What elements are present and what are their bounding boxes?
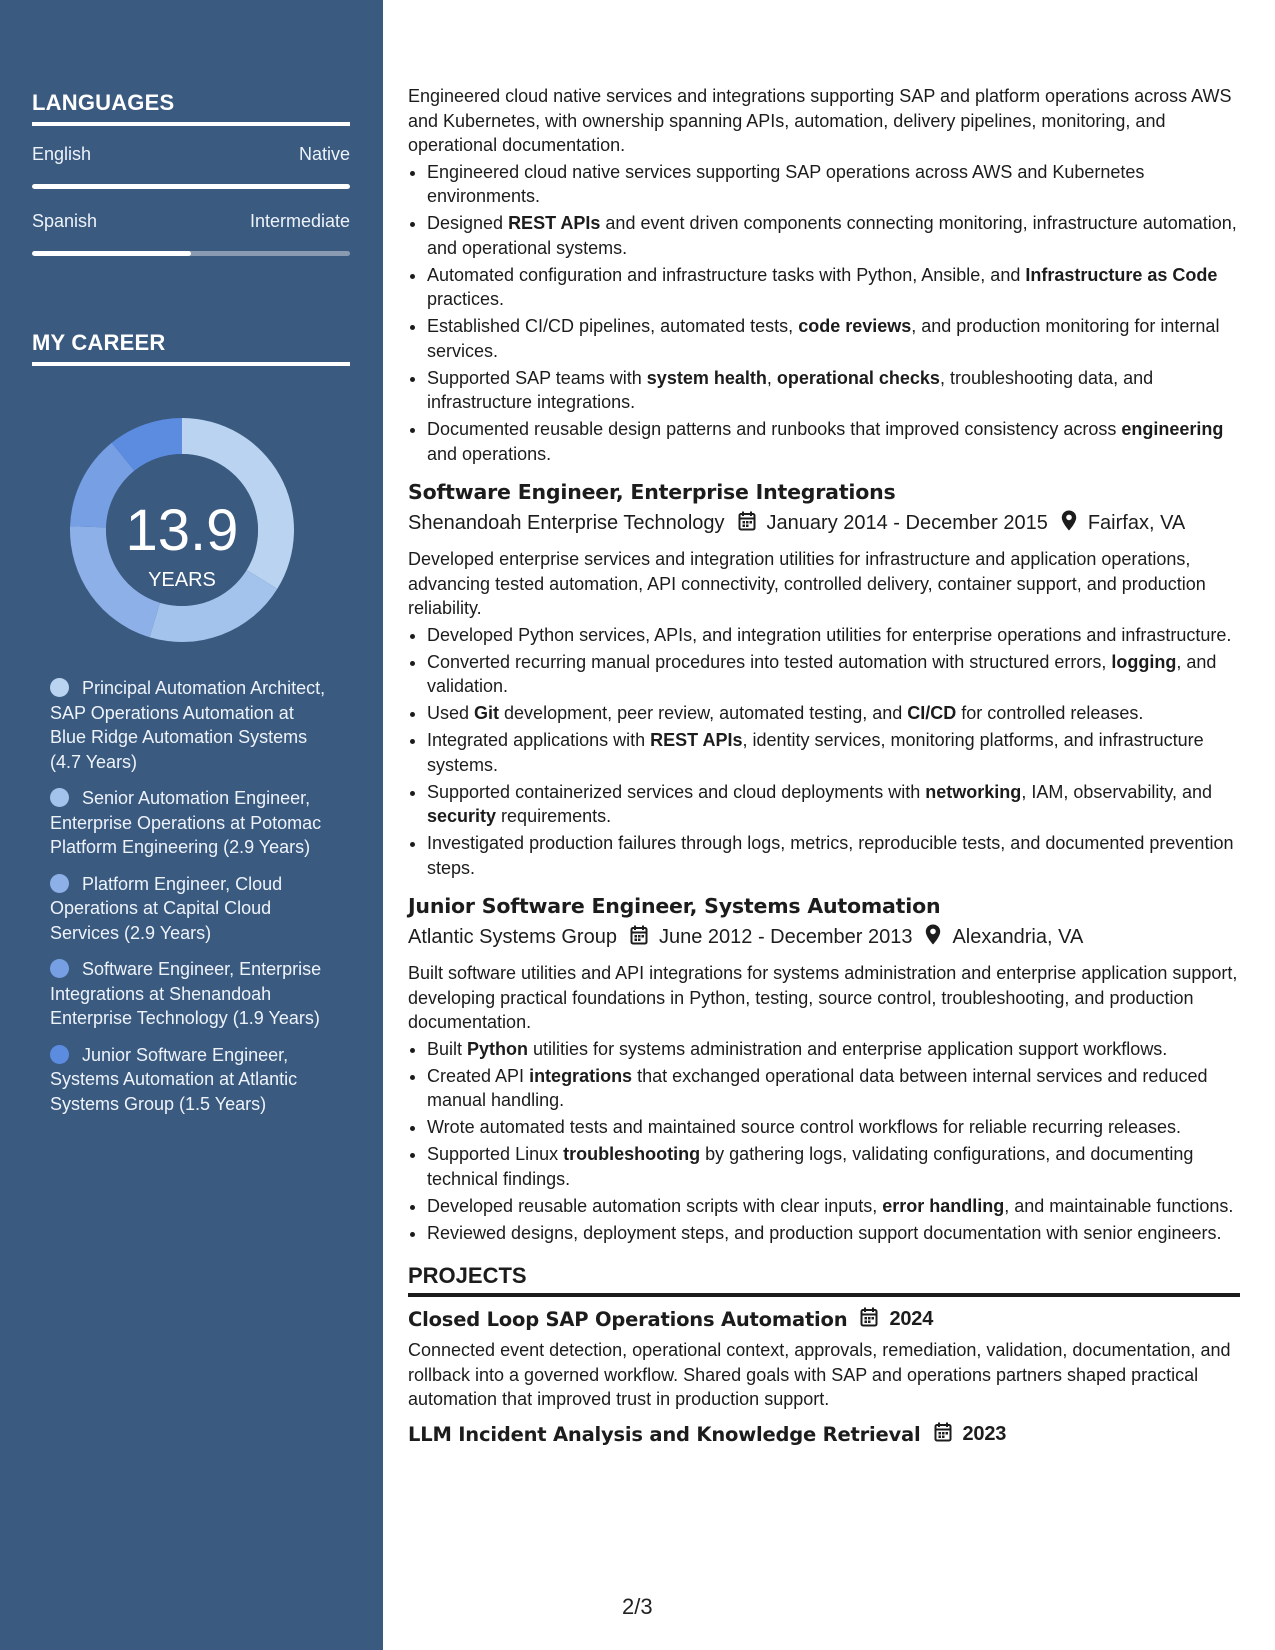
job-company: Atlantic Systems Group bbox=[408, 926, 617, 948]
languages-heading: LANGUAGES bbox=[32, 90, 350, 126]
sidebar bbox=[0, 0, 383, 1650]
job-bullets bbox=[408, 1037, 1240, 1246]
job-location: Alexandria, VA bbox=[952, 926, 1084, 948]
main-content bbox=[408, 84, 1240, 1453]
language-bar-fill bbox=[32, 184, 350, 189]
bullet-item: • Documented reusable design patterns and runbooks that improved consistency across engineering and operations. bbox=[427, 417, 1240, 466]
job-summary: Built software utilities and API integrations for systems administration and enterprise application support, developing practical foundations in Python, testing, source control, troubleshooting, and production documentation. bbox=[408, 963, 1238, 1032]
project-date: 2024 bbox=[889, 1308, 934, 1330]
job-location: Fairfax, VA bbox=[1087, 512, 1186, 534]
project-title-row bbox=[408, 1307, 1240, 1332]
calendar-icon bbox=[934, 1422, 952, 1447]
legend-text: Principal Automation Architect, SAP Operations Automation at Blue Ridge Automation Systems (4.7 Years) bbox=[50, 678, 326, 772]
legend-dot bbox=[50, 1045, 69, 1064]
language-bar-english bbox=[32, 184, 350, 189]
bullet-item: • Developed reusable automation scripts with clear inputs, error handling, and maintainable functions. bbox=[427, 1194, 1240, 1219]
calendar-icon bbox=[630, 925, 648, 951]
legend-dot bbox=[50, 788, 69, 807]
job-title: Software Engineer, Enterprise Integrations bbox=[408, 480, 896, 504]
bullet-item: • Established CI/CD pipelines, automated tests, code reviews, and production monitoring for internal services. bbox=[427, 314, 1240, 363]
total-years-value: 13.9 bbox=[125, 498, 239, 563]
job-summary: Developed enterprise services and integration utilities for infrastructure and application operations, advancing tested automation, API connectivity, controlled delivery, container support, and production reliability. bbox=[408, 549, 1206, 618]
language-bar-spanish bbox=[32, 251, 350, 256]
language-row-english bbox=[32, 144, 350, 165]
job-meta bbox=[408, 924, 1240, 951]
map-pin-icon bbox=[925, 924, 941, 951]
project-title-row bbox=[408, 1422, 1240, 1447]
job-company: Shenandoah Enterprise Technology bbox=[408, 512, 725, 534]
career-legend bbox=[50, 676, 330, 1128]
project-entry bbox=[408, 1422, 1240, 1447]
projects-heading: PROJECTS bbox=[408, 1263, 1240, 1297]
job-entry bbox=[408, 894, 1240, 1245]
project-entry bbox=[408, 1307, 1240, 1412]
job-title: Junior Software Engineer, Systems Automation bbox=[408, 894, 941, 918]
bullet-item: • Engineered cloud native services supporting SAP operations across AWS and Kubernetes environments. bbox=[427, 160, 1240, 209]
legend-text: Platform Engineer, Cloud Operations at Capital Cloud Services (2.9 Years) bbox=[50, 873, 283, 943]
years-label: YEARS bbox=[148, 569, 216, 591]
legend-item bbox=[50, 957, 330, 1031]
bullet-item: • Created API integrations that exchanged operational data between internal services and reduced manual handling. bbox=[427, 1064, 1240, 1113]
bullet-item: • Used Git development, peer review, automated testing, and CI/CD for controlled releases. bbox=[427, 701, 1240, 726]
career-donut-chart bbox=[62, 410, 302, 650]
legend-dot bbox=[50, 874, 69, 893]
bullet-item: • Converted recurring manual procedures into tested automation with structured errors, logging, and validation. bbox=[427, 650, 1240, 699]
legend-text: Senior Automation Engineer, Enterprise Operations at Potomac Platform Engineering (2.9 Years) bbox=[50, 788, 322, 857]
legend-dot bbox=[50, 678, 69, 697]
language-name: Spanish bbox=[32, 211, 98, 231]
bullet-item: • Integrated applications with REST APIs, identity services, monitoring platforms, and infrastructure systems. bbox=[427, 728, 1240, 777]
bullet-item: • Wrote automated tests and maintained source control workflows for reliable recurring releases. bbox=[427, 1115, 1240, 1140]
language-level: Intermediate bbox=[249, 211, 350, 231]
bullet-item: • Designed REST APIs and event driven components connecting monitoring, infrastructure automation, and operational systems. bbox=[427, 211, 1240, 260]
page-number: 2/3 bbox=[622, 1594, 653, 1619]
career-heading: MY CAREER bbox=[32, 330, 350, 366]
legend-text: Software Engineer, Enterprise Integrations at Shenandoah Enterprise Technology (1.9 Years) bbox=[50, 959, 322, 1028]
job-entry bbox=[408, 480, 1240, 880]
language-level: Native bbox=[298, 144, 350, 164]
project-title: LLM Incident Analysis and Knowledge Retrieval bbox=[408, 1422, 921, 1446]
intro-summary: Engineered cloud native services and integrations supporting SAP and platform operations across AWS and Kubernetes, with ownership spanning APIs, automation, delivery pipelines, monitoring, and operational documentation. bbox=[408, 86, 1232, 155]
legend-item bbox=[50, 676, 330, 774]
language-row-spanish bbox=[32, 211, 350, 232]
legend-item bbox=[50, 872, 330, 946]
bullet-item: • Investigated production failures through logs, metrics, reproducible tests, and documented prevention steps. bbox=[427, 831, 1240, 880]
project-description: Connected event detection, operational context, approvals, remediation, validation, documentation, and rollback into a governed workflow. Shared goals with SAP and operations partners shaped practical automation that improved trust in production support. bbox=[408, 1340, 1231, 1409]
job-dates: June 2012 - December 2013 bbox=[658, 926, 913, 948]
job-meta bbox=[408, 510, 1240, 537]
bullet-item: • Supported containerized services and cloud deployments with networking, IAM, observability, and security requirements. bbox=[427, 780, 1240, 829]
bullet-item: • Built Python utilities for systems administration and enterprise application support workflows. bbox=[427, 1037, 1240, 1062]
legend-dot bbox=[50, 959, 69, 978]
intro-bullets bbox=[408, 160, 1240, 467]
calendar-icon bbox=[738, 511, 756, 537]
legend-item bbox=[50, 1043, 330, 1117]
project-date: 2023 bbox=[962, 1422, 1007, 1445]
language-bar-fill bbox=[32, 251, 191, 256]
legend-item bbox=[50, 786, 330, 860]
bullet-item: • Developed Python services, APIs, and integration utilities for enterprise operations and infrastructure. bbox=[427, 623, 1240, 648]
language-name: English bbox=[32, 144, 92, 164]
job-dates: January 2014 - December 2015 bbox=[766, 512, 1048, 534]
job-bullets bbox=[408, 623, 1240, 881]
bullet-item: • Supported Linux troubleshooting by gathering logs, validating configurations, and documenting technical findings. bbox=[427, 1142, 1240, 1191]
calendar-icon bbox=[860, 1307, 878, 1332]
project-title: Closed Loop SAP Operations Automation bbox=[408, 1308, 848, 1331]
bullet-item: • Automated configuration and infrastructure tasks with Python, Ansible, and Infrastructure as Code practices. bbox=[427, 263, 1240, 312]
legend-text: Junior Software Engineer, Systems Automation at Atlantic Systems Group (1.5 Years) bbox=[50, 1044, 298, 1114]
map-pin-icon bbox=[1061, 510, 1077, 537]
bullet-item: • Supported SAP teams with system health, operational checks, troubleshooting data, and infrastructure integrations. bbox=[427, 366, 1240, 415]
bullet-item: • Reviewed designs, deployment steps, and production support documentation with senior engineers. bbox=[427, 1221, 1240, 1246]
